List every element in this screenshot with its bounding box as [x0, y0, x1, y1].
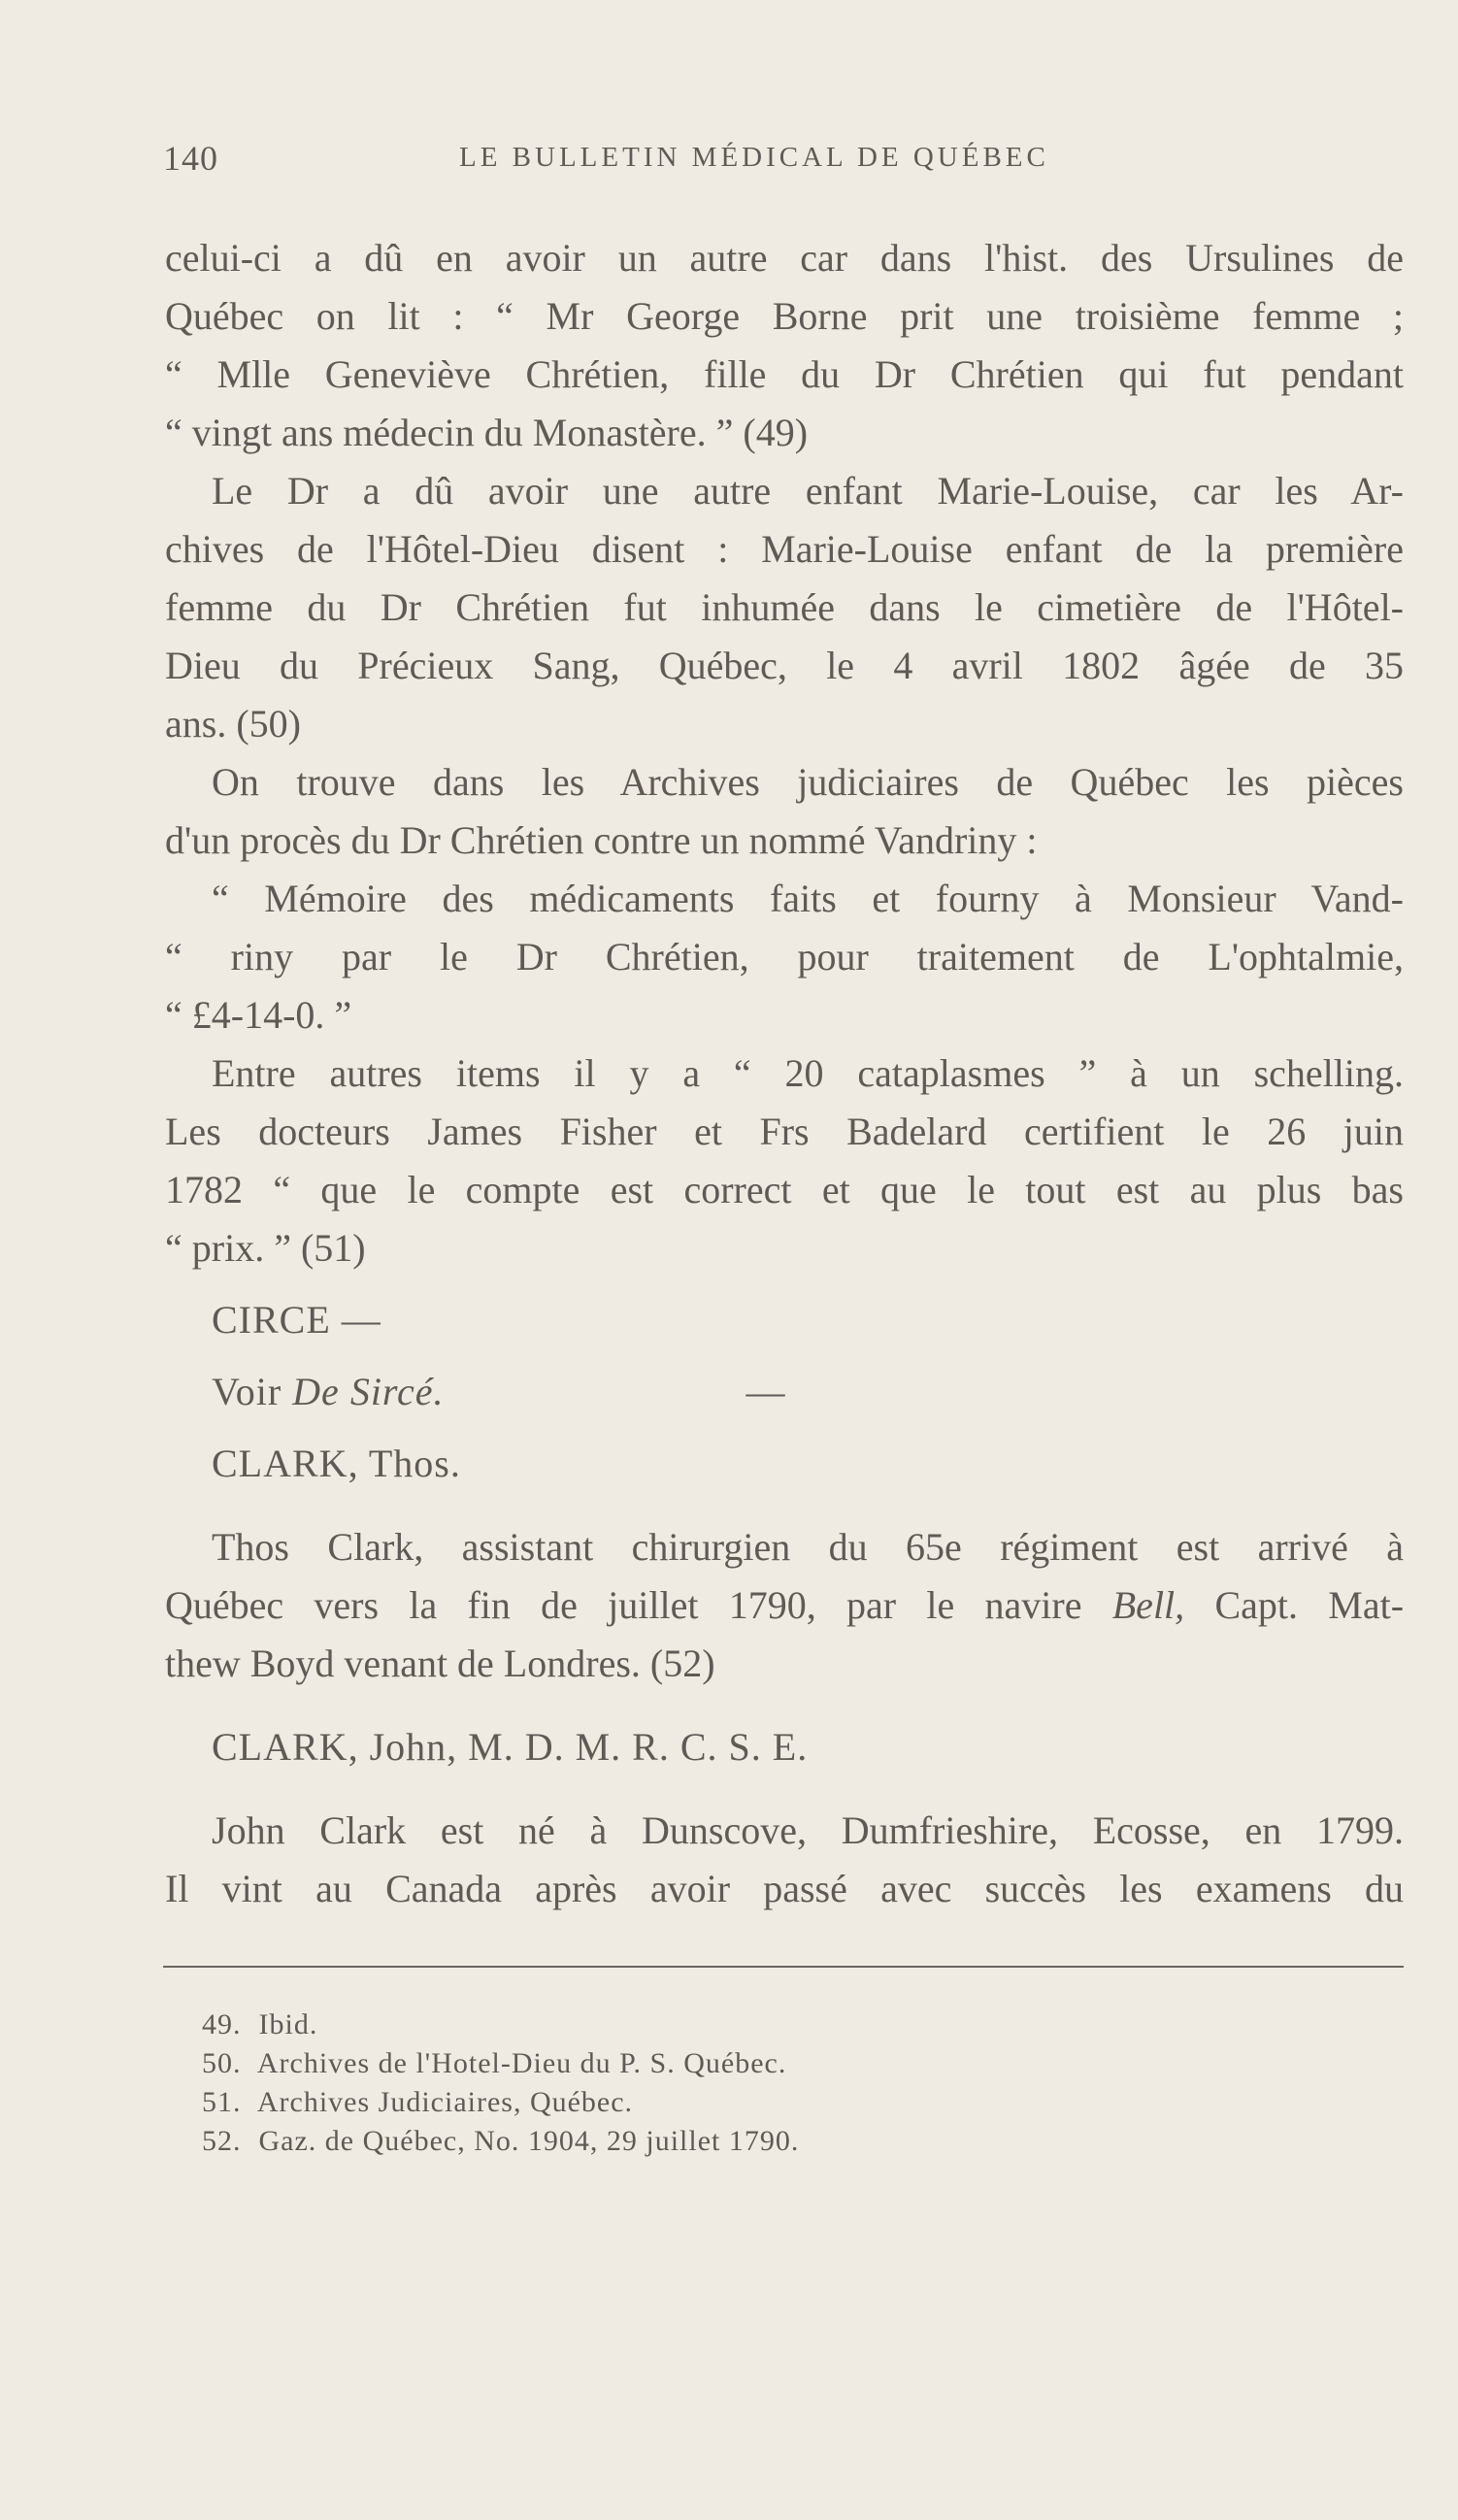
text-line: Le Dr a dû avoir une autre enfant Marie-Louise, car les Ar- [212, 469, 1404, 513]
text-line: “ prix. ” (51) [165, 1226, 366, 1270]
text-line: “ riny par le Dr Chrétien, pour traitement de L'ophtalmie, [165, 935, 1404, 978]
ship-name: Bell, [1111, 1583, 1185, 1627]
footnote-text: Ibid. [258, 2008, 318, 2040]
text-line: Il vint au Canada après avoir passé avec succès les examens du [165, 1867, 1404, 1910]
footnote-rule [163, 1966, 1404, 1968]
entry-heading-clark-thos: CLARK, Thos. [212, 1442, 461, 1485]
footnote-number: 52. [202, 2125, 242, 2157]
text-line: ans. (50) [165, 702, 301, 746]
voir-label: Voir [212, 1370, 282, 1413]
dash-mark: — [746, 1370, 786, 1413]
footnote [202, 2006, 1367, 2044]
text-line: “ £4-14-0. ” [165, 993, 352, 1037]
footnote [202, 2044, 1367, 2083]
paragraph-clark-thos [165, 1518, 1404, 1693]
text-segment: Québec vers la fin de juillet 1790, par le navire [165, 1583, 1082, 1627]
footnote-number: 49. [202, 2008, 242, 2040]
text-line: On trouve dans les Archives judiciaires de Québec les pièces [212, 760, 1404, 804]
paragraph-cataplasmes [165, 1044, 1404, 1277]
text-line: 1782 “ que le compte est correct et que le tout est au plus bas [165, 1168, 1404, 1211]
paragraph-memoire-quote [165, 870, 1404, 1044]
entry-heading-clark-john: CLARK, John, M. D. M. R. C. S. E. [212, 1725, 809, 1769]
paragraph-clark-john [165, 1802, 1404, 1918]
footnote-number: 50. [202, 2047, 242, 2079]
text-line: thew Boyd venant de Londres. (52) [165, 1641, 715, 1685]
page-number: 140 [163, 139, 218, 178]
footnote [202, 2083, 1367, 2122]
footnote-number: 51. [202, 2086, 242, 2118]
cross-reference-name: De Sircé. [292, 1370, 445, 1413]
text-line: Les docteurs James Fisher et Frs Badelard certifient le 26 juin [165, 1110, 1404, 1153]
paragraph-marie-louise [165, 462, 1404, 753]
footnote-text: Gaz. de Québec, No. 1904, 29 juillet 1790. [258, 2125, 800, 2157]
text-line: d'un procès du Dr Chrétien contre un nommé Vandriny : [165, 818, 1038, 862]
text-line: “ Mlle Geneviève Chrétien, fille du Dr Chrétien qui fut pendant [165, 352, 1404, 396]
text-line: John Clark est né à Dunscove, Dumfrieshire, Ecosse, en 1799. [212, 1808, 1404, 1852]
entry-heading-circe: CIRCE — [212, 1298, 381, 1342]
footnote [202, 2122, 1367, 2161]
text-line: “ Mémoire des médicaments faits et fourny à Monsieur Vand- [212, 877, 1404, 920]
text-line: Thos Clark, assistant chirurgien du 65e régiment est arrivé à [212, 1525, 1404, 1569]
circe-cross-reference [165, 1363, 1404, 1421]
paragraph-archives-judiciaires [165, 753, 1404, 870]
footnote-text: Archives de l'Hotel-Dieu du P. S. Québec. [256, 2047, 787, 2079]
footnote-text: Archives Judiciaires, Québec. [256, 2086, 634, 2118]
text-line: Dieu du Précieux Sang, Québec, le 4 avril 1802 âgée de 35 [165, 644, 1404, 687]
footnotes [202, 2006, 1367, 2161]
journal-title: LE BULLETIN MÉDICAL DE QUÉBEC [459, 142, 1049, 173]
paragraph-continuation [165, 229, 1404, 462]
running-head [163, 138, 1406, 186]
text-line: chives de l'Hôtel-Dieu disent : Marie-Louise enfant de la première [165, 527, 1404, 571]
text-line [165, 1576, 1404, 1635]
text-line: “ vingt ans médecin du Monastère. ” (49) [165, 411, 809, 454]
body-text [165, 229, 1404, 1918]
text-line: celui-ci a dû en avoir un autre car dans l'hist. des Ursulines de [165, 236, 1404, 280]
text-line: Québec on lit : “ Mr George Borne prit une troisième femme ; [165, 294, 1404, 338]
text-line: Entre autres items il y a “ 20 cataplasmes ” à un schelling. [212, 1051, 1404, 1095]
text-segment: Capt. Mat- [1214, 1583, 1405, 1627]
text-line: femme du Dr Chrétien fut inhumée dans le cimetière de l'Hôtel- [165, 585, 1404, 629]
